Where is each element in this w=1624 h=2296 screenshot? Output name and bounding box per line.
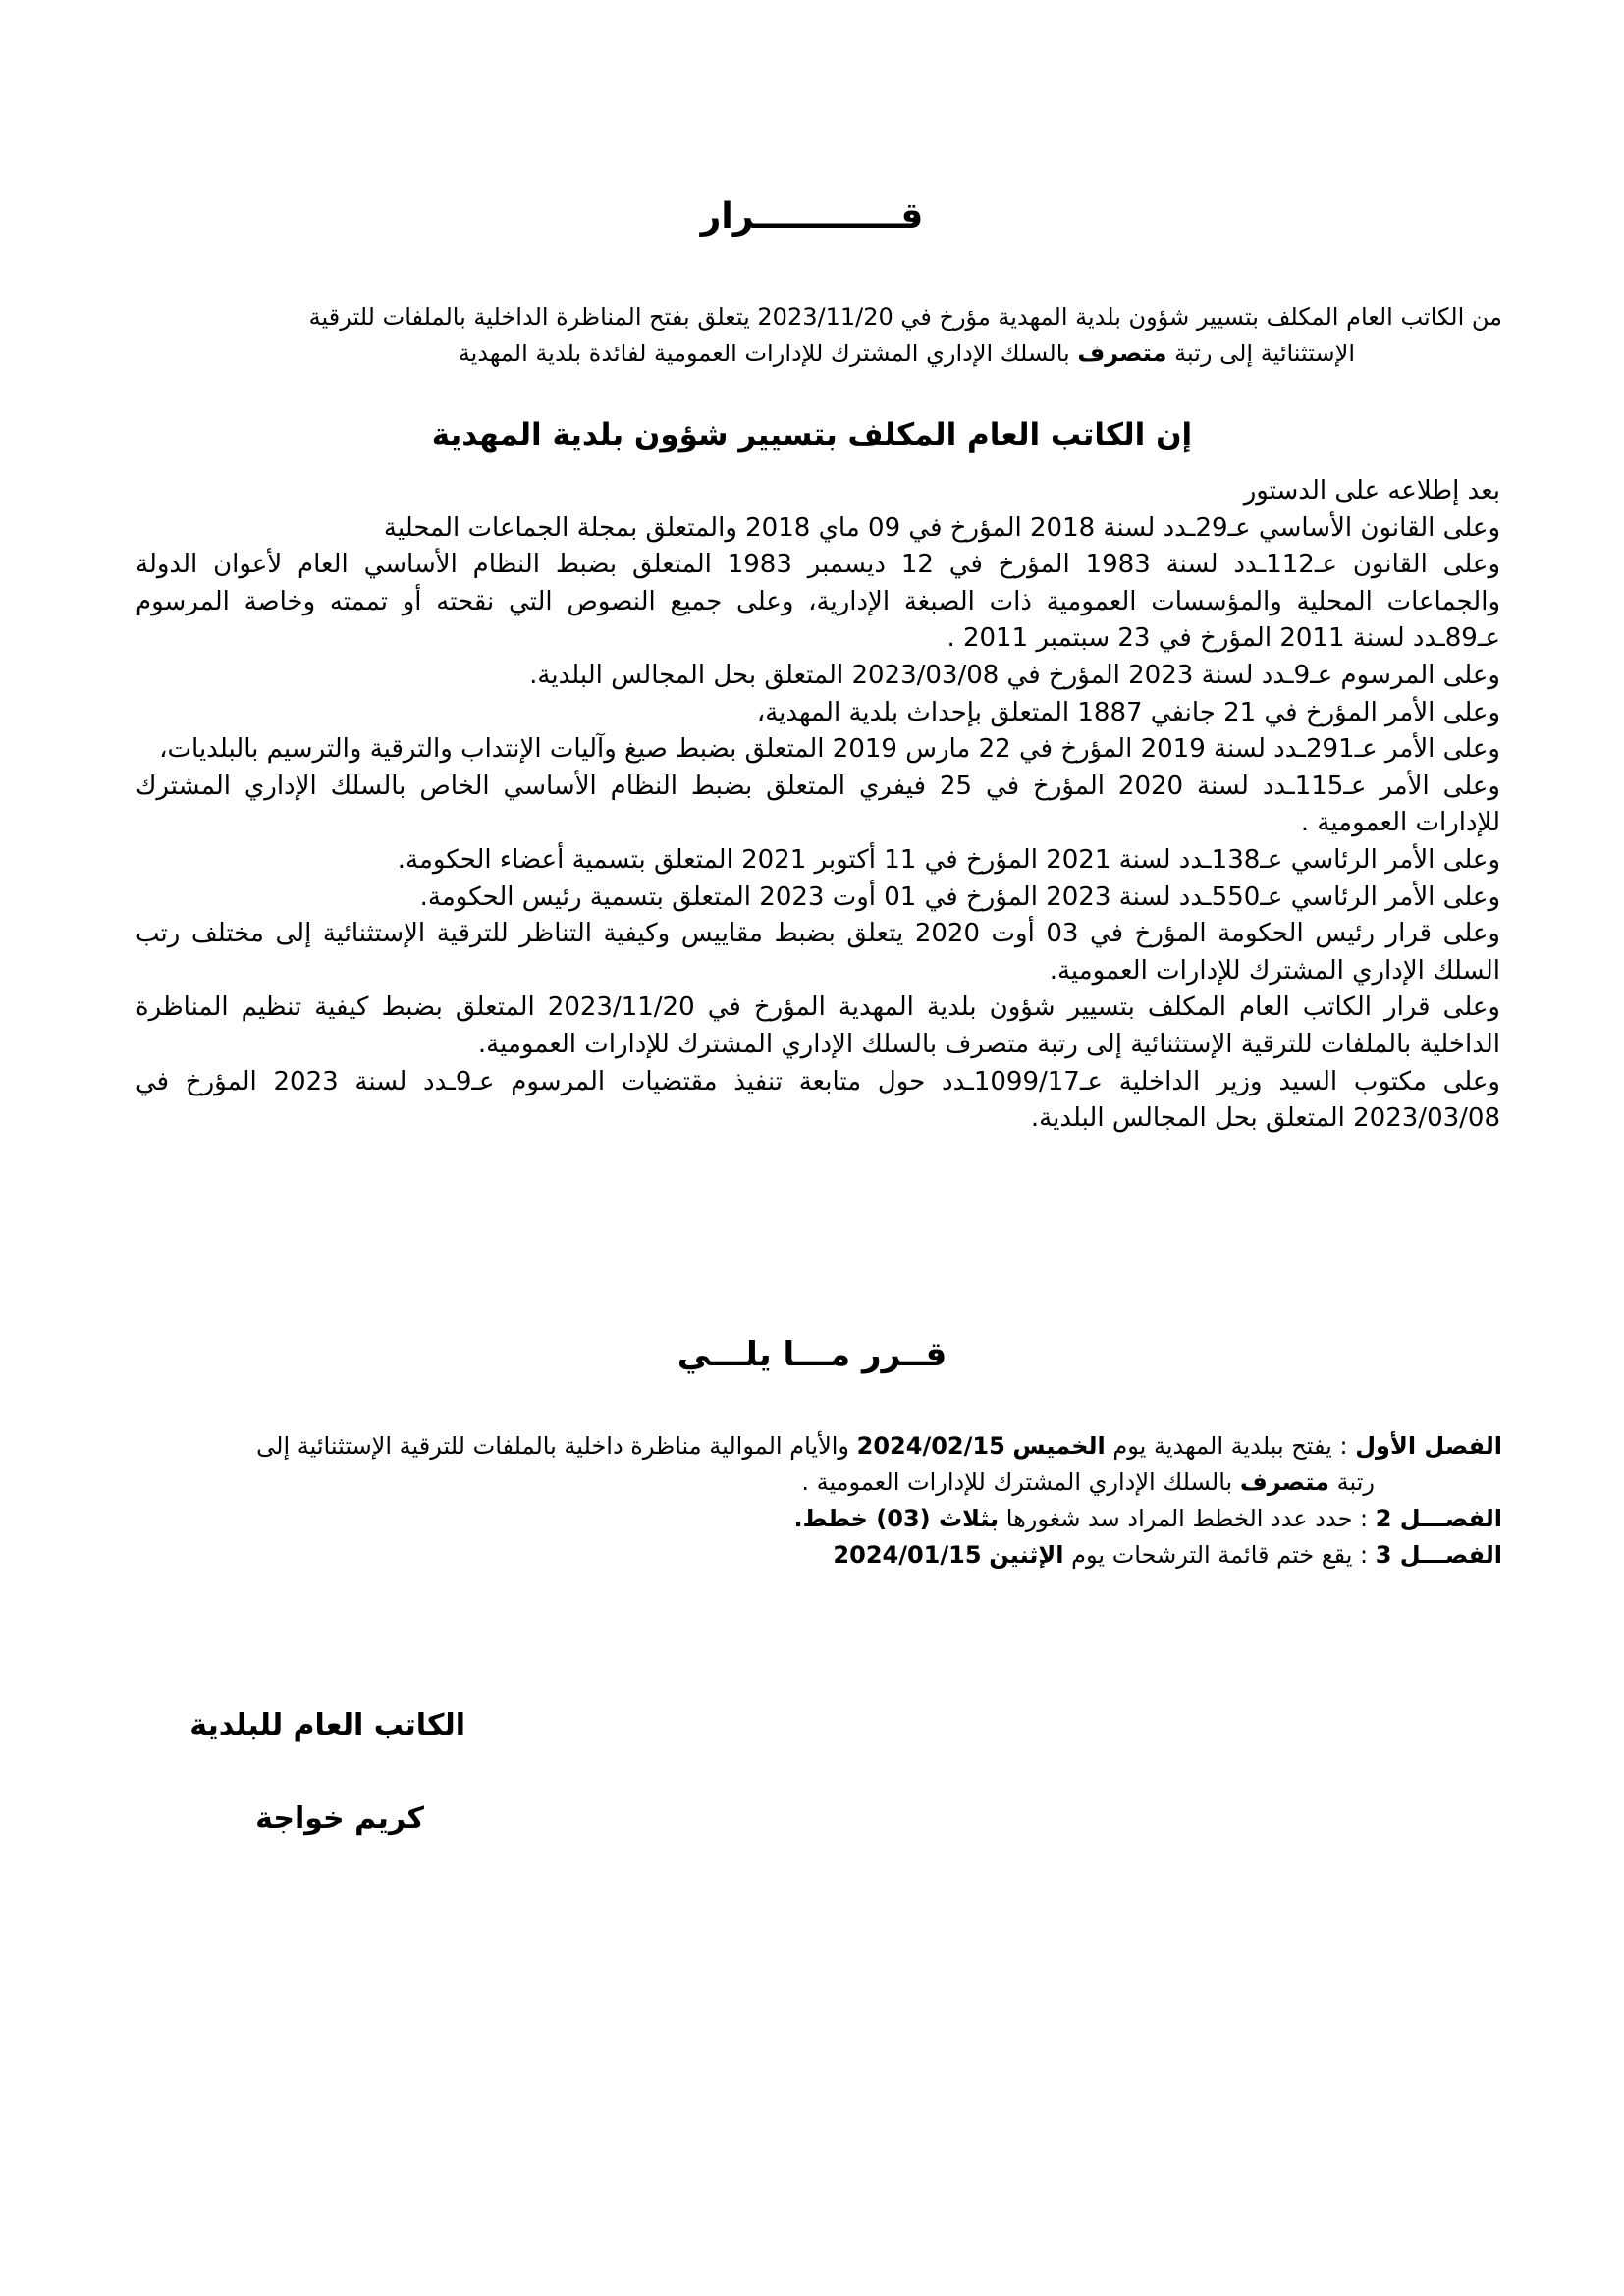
subject-text: الإستثنائية إلى رتبة — [1166, 340, 1355, 367]
article-2 — [137, 1501, 1502, 1537]
recital: وعلى الأمر الرئاسي عـ550ـدد لسنة 2023 المؤرخ في 01 أوت 2023 المتعلق بتسمية رئيس الحكومة. — [419, 881, 1500, 912]
article-text: والأيام الموالية مناظرة داخلية بالملفات للترقية الإستثنائية إلى — [256, 1432, 857, 1460]
recital: وعلى الأمر عـ291ـدد لسنة 2019 المؤرخ في 22 مارس 2019 المتعلق بضبط صيغ وآليات الإنتداب والترقية والترسيم بالبلديات، — [159, 734, 1500, 765]
article-label: الفصـــل 3 — [1375, 1541, 1502, 1569]
decision-title: قــــــــــــرار — [700, 196, 924, 237]
article-label: الفصل الأول — [1355, 1432, 1502, 1460]
article-text: : يفتح ببلدية المهدية يوم — [1105, 1432, 1356, 1460]
article-day: الإثنين — [989, 1541, 1064, 1569]
subject-rank: متصرف — [1077, 340, 1167, 367]
article-text: : حدد عدد الخطط المراد سد شغورها — [999, 1505, 1376, 1532]
subject-text: بالسلك الإداري المشترك للإدارات العمومية لفائدة بلدية المهدية — [458, 340, 1078, 367]
recitals-list — [135, 473, 1500, 1138]
recital: وعلى مكتوب السيد وزير الداخلية عـ1099/17ـدد حول متابعة تنفيذ مقتضيات المرسوم عـ9ـدد لسنة 2023 المؤرخ في 2023/03/08 المتعلق بحل المجالس البلدية. — [135, 1066, 1500, 1134]
article-label: الفصـــل 2 — [1375, 1505, 1502, 1532]
articles — [137, 1428, 1502, 1574]
article-3 — [137, 1537, 1502, 1574]
recital: وعلى الأمر المؤرخ في 21 جانفي 1887 المتعلق بإحداث بلدية المهدية، — [756, 697, 1500, 727]
decides-heading: قــرر مـــا يلـــي — [677, 1335, 947, 1374]
recital: وعلى الأمر عـ115ـدد لسنة 2020 المؤرخ في 25 فيفري المتعلق بضبط النظام الأساسي الخاص بالسلك الإداري المشترك للإدارات العمومية . — [135, 771, 1500, 838]
recital: وعلى قرار رئيس الحكومة المؤرخ في 03 أوت 2020 يتعلق بضبط مقاييس وكيفية التناظر للترقية الإستثنائية إلى مختلف رتب السلك الإداري المشترك للإدارات العمومية. — [135, 919, 1500, 986]
article-text: : يقع ختم قائمة الترشحات يوم — [1063, 1541, 1376, 1569]
decision-subject — [137, 299, 1502, 372]
article-text: بالسلك الإداري المشترك للإدارات العمومية . — [801, 1468, 1240, 1496]
subject-line-2 — [137, 336, 1502, 372]
recital: وعلى الأمر الرئاسي عـ138ـدد لسنة 2021 المؤرخ في 11 أكتوبر 2021 المتعلق بتسمية أعضاء الحكومة. — [397, 844, 1500, 875]
article-text: رتبة — [1328, 1468, 1375, 1496]
article-1 — [137, 1428, 1502, 1465]
recital: وعلى القانون الأساسي عـ29ـدد لسنة 2018 المؤرخ في 09 ماي 2018 والمتعلق بمجلة الجماعات المحلية — [383, 512, 1500, 543]
recital: وعلى قرار الكاتب العام المكلف بتسيير شؤون بلدية المهدية المؤرخ في 2023/11/20 المتعلق بضبط كيفية تنظيم المناظرة الداخلية بالملفات للترقية الإستثنائية إلى رتبة متصرف بالسلك الإداري المشترك للإدارات العمومية. — [135, 992, 1500, 1059]
article-count: بثلاث (03) خطط. — [793, 1505, 1000, 1532]
recital: بعد إطلاعه على الدستور — [1243, 476, 1500, 506]
article-1-continued — [137, 1465, 1502, 1501]
subject-line-1: من الكاتب العام المكلف بتسيير شؤون بلدية المهدية مؤرخ في 2023/11/20 يتعلق بفتح المناظرة الداخلية بالملفات للترقية — [308, 303, 1502, 331]
recital: وعلى المرسوم عـ9ـدد لسنة 2023 المؤرخ في 2023/03/08 المتعلق بحل المجالس البلدية. — [529, 660, 1500, 690]
article-date: 2024/02/15 — [856, 1432, 1005, 1460]
signature-title: الكاتب العام للبلدية — [189, 1708, 465, 1742]
article-day: الخميس — [1012, 1432, 1106, 1460]
article-date: 2024/01/15 — [833, 1541, 982, 1569]
decree-heading: إن الكاتب العام المكلف بتسيير شؤون بلدية المهدية — [431, 417, 1193, 453]
signature-name: كريم خواجة — [255, 1801, 424, 1836]
article-rank: متصرف — [1239, 1468, 1329, 1496]
recital: وعلى القانون عـ112ـدد لسنة 1983 المؤرخ في 12 ديسمبر 1983 المتعلق بضبط النظام الأساسي العام لأعوان الدولة والجماعات المحلية والمؤسسات العمومية ذات الصبغة الإدارية، وعلى جميع النصوص التي نقحته أو تممته وخاصة المرسوم عـ89ـدد لسنة 2011 المؤرخ في 23 سبتمبر 2011 . — [135, 550, 1500, 654]
